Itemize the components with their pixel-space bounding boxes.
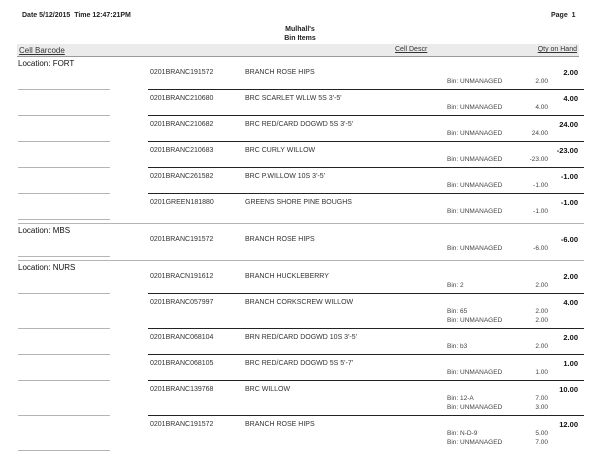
item-barcode[interactable]: 0201BRANC261582 bbox=[150, 173, 214, 180]
item-separator bbox=[148, 415, 584, 416]
item-total-qty: 2.00 bbox=[563, 68, 578, 77]
item-separator bbox=[148, 115, 584, 116]
item-description: BRANCH CORKSCREW WILLOW bbox=[245, 299, 354, 306]
page-indicator bbox=[551, 12, 576, 19]
bin-label: Bin: UNMANAGED bbox=[447, 404, 503, 411]
location-label: Location: NURS bbox=[18, 263, 76, 272]
bin-label: Bin: UNMANAGED bbox=[447, 104, 503, 111]
item-description: BRANCH ROSE HIPS bbox=[245, 69, 315, 76]
date-label: Date bbox=[22, 12, 38, 19]
item-description: BRN RED/CARD DOGWD 10S 3'-5' bbox=[245, 334, 357, 341]
bin-qty: 7.00 bbox=[535, 439, 548, 446]
bin-label: Bin: N-D-9 bbox=[447, 430, 478, 437]
page-number: 1 bbox=[571, 12, 576, 19]
bin-label: Bin: UNMANAGED bbox=[447, 78, 503, 85]
bin-qty: 7.00 bbox=[535, 395, 548, 402]
bin-label: Bin: UNMANAGED bbox=[447, 245, 503, 252]
item-barcode[interactable]: 0201BRANC139768 bbox=[150, 386, 214, 393]
item-barcode[interactable]: 0201BRANC057997 bbox=[150, 299, 214, 306]
time-label: Time bbox=[74, 12, 91, 19]
bin-label: Bin: 12-A bbox=[447, 395, 474, 402]
bin-qty: -23.00 bbox=[529, 156, 548, 163]
column-cell-barcode[interactable]: Cell Barcode bbox=[19, 46, 65, 55]
bin-label: Bin: UNMANAGED bbox=[447, 317, 503, 324]
item-barcode[interactable]: 0201BRANC191572 bbox=[150, 69, 214, 76]
left-rule bbox=[18, 415, 110, 416]
item-description: BRANCH ROSE HIPS bbox=[245, 236, 315, 243]
item-total-qty: 12.00 bbox=[559, 420, 578, 429]
item-description: BRANCH ROSE HIPS bbox=[245, 421, 315, 428]
column-header-row bbox=[17, 44, 579, 57]
item-total-qty: -23.00 bbox=[556, 146, 578, 155]
left-rule bbox=[18, 293, 110, 294]
bin-label: Bin: UNMANAGED bbox=[447, 369, 503, 376]
bin-qty: 2.00 bbox=[535, 308, 548, 315]
item-total-qty: 1.00 bbox=[563, 359, 578, 368]
item-separator bbox=[148, 89, 584, 90]
item-description: BRC RED/CARD DOGWD 5S 3'-5' bbox=[245, 121, 354, 128]
location-label: Location: MBS bbox=[18, 226, 71, 235]
item-barcode[interactable]: 0201BRANC191572 bbox=[150, 236, 214, 243]
company-name: Mulhall's bbox=[285, 26, 315, 33]
item-barcode[interactable]: 0201BRANC210682 bbox=[150, 121, 214, 128]
left-rule bbox=[18, 256, 110, 257]
date-value: 5/12/2015 bbox=[39, 12, 71, 19]
item-barcode[interactable]: 0201GREEN181880 bbox=[150, 199, 214, 206]
bin-qty: 2.00 bbox=[535, 78, 548, 85]
item-description: BRC P.WILLOW 10S 3'-5' bbox=[245, 173, 325, 180]
item-total-qty: 24.00 bbox=[559, 120, 578, 129]
bin-label: Bin: 65 bbox=[447, 308, 468, 315]
bin-qty: 2.00 bbox=[535, 317, 548, 324]
item-total-qty: -1.00 bbox=[560, 198, 578, 207]
bin-label: Bin: UNMANAGED bbox=[447, 156, 503, 163]
item-barcode[interactable]: 0201BRANC068104 bbox=[150, 334, 214, 341]
item-description: GREENS SHORE PINE BOUGHS bbox=[245, 199, 352, 206]
item-description: BRC WILLOW bbox=[245, 386, 291, 393]
left-rule bbox=[18, 115, 110, 116]
column-cell-descr[interactable]: Cell Descr bbox=[395, 46, 428, 53]
bin-qty: 3.00 bbox=[535, 404, 548, 411]
bin-label: Bin: 2 bbox=[447, 282, 464, 289]
bin-qty: 24.00 bbox=[531, 130, 548, 137]
page-label: Page bbox=[551, 12, 568, 19]
location-divider bbox=[18, 223, 584, 224]
left-rule bbox=[18, 354, 110, 355]
bin-label: Bin: b3 bbox=[447, 343, 468, 350]
column-qty-on-hand[interactable]: Qty on Hand bbox=[537, 46, 577, 53]
item-total-qty: -6.00 bbox=[560, 235, 578, 244]
bin-qty: -1.00 bbox=[533, 182, 548, 189]
item-description: BRC CURLY WILLOW bbox=[245, 147, 316, 154]
item-total-qty: 4.00 bbox=[563, 94, 578, 103]
item-separator bbox=[148, 380, 584, 381]
left-rule bbox=[18, 380, 110, 381]
item-separator bbox=[148, 328, 584, 329]
location-label: Location: FORT bbox=[18, 59, 75, 68]
bin-label: Bin: UNMANAGED bbox=[447, 208, 503, 215]
item-description: BRANCH HUCKLEBERRY bbox=[245, 273, 329, 280]
item-total-qty: 10.00 bbox=[559, 385, 578, 394]
bin-qty: 4.00 bbox=[535, 104, 548, 111]
item-barcode[interactable]: 0201BRANC210683 bbox=[150, 147, 214, 154]
item-barcode[interactable]: 0201BRANC191572 bbox=[150, 421, 214, 428]
left-rule bbox=[18, 450, 110, 451]
item-total-qty: 2.00 bbox=[563, 272, 578, 281]
item-separator bbox=[148, 293, 584, 294]
report-date-time bbox=[22, 12, 131, 19]
bin-qty: -6.00 bbox=[533, 245, 548, 252]
left-rule bbox=[18, 328, 110, 329]
left-rule bbox=[18, 193, 110, 194]
bin-qty: 2.00 bbox=[535, 343, 548, 350]
item-separator bbox=[148, 354, 584, 355]
bin-label: Bin: UNMANAGED bbox=[447, 439, 503, 446]
item-total-qty: 4.00 bbox=[563, 298, 578, 307]
item-separator bbox=[148, 193, 584, 194]
item-total-qty: -1.00 bbox=[560, 172, 578, 181]
time-value: 12:47:21PM bbox=[92, 12, 131, 19]
bin-qty: 5.00 bbox=[535, 430, 548, 437]
item-total-qty: 2.00 bbox=[563, 333, 578, 342]
bin-label: Bin: UNMANAGED bbox=[447, 182, 503, 189]
bin-qty: 2.00 bbox=[535, 282, 548, 289]
left-rule bbox=[18, 89, 110, 90]
left-rule bbox=[18, 167, 110, 168]
item-description: BRC SCARLET WLLW 5S 3'-5' bbox=[245, 95, 342, 102]
item-separator bbox=[148, 167, 584, 168]
bin-qty: 1.00 bbox=[535, 369, 548, 376]
item-barcode[interactable]: 0201BRANC210680 bbox=[150, 95, 214, 102]
report-title: Bin Items bbox=[284, 35, 316, 42]
item-description: BRC RED/CARD DOGWD 5S 5'-7' bbox=[245, 360, 354, 367]
item-barcode[interactable]: 0201BRANC068105 bbox=[150, 360, 214, 367]
left-rule bbox=[18, 219, 110, 220]
bin-label: Bin: UNMANAGED bbox=[447, 130, 503, 137]
item-barcode[interactable]: 0201BRACN191612 bbox=[150, 273, 214, 280]
item-separator bbox=[148, 141, 584, 142]
left-rule bbox=[18, 141, 110, 142]
bin-qty: -1.00 bbox=[533, 208, 548, 215]
location-divider bbox=[18, 260, 584, 261]
